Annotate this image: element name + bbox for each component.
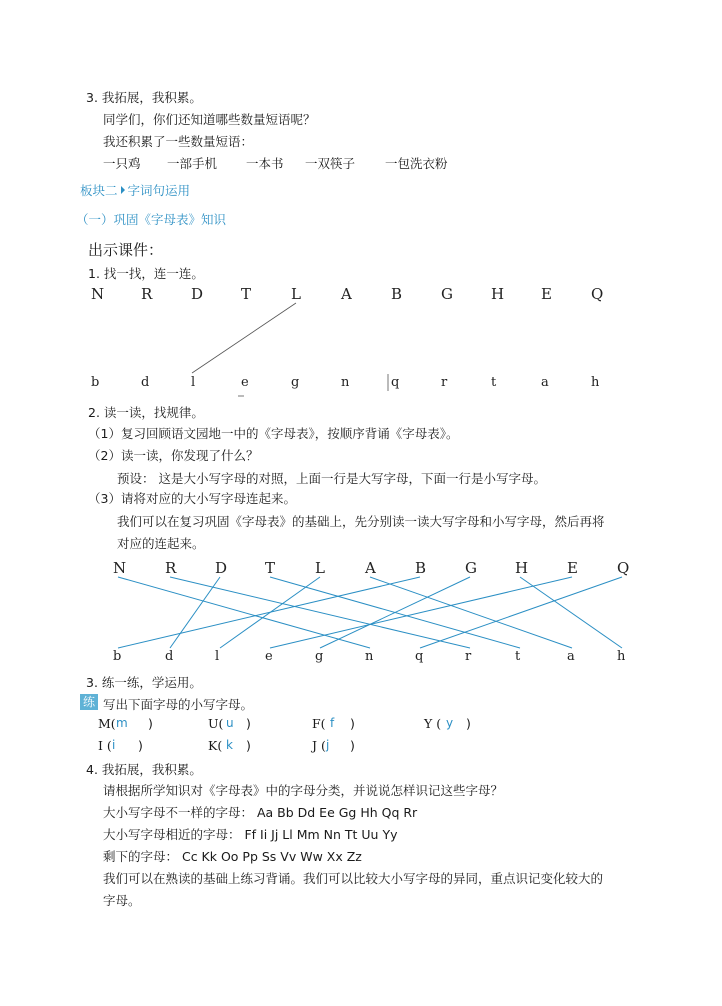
exercise-answer: u	[226, 716, 234, 730]
exercise-answer: i	[112, 738, 116, 752]
upper2-letter-B: B	[415, 559, 427, 577]
upper1-letter-D: D	[191, 285, 204, 303]
lower2-letter-r: r	[465, 649, 472, 664]
question2-1: （1）复习回顾语文园地一中的《字母表》，按顺序背诵《字母表》。	[88, 426, 459, 441]
exercise-item	[98, 738, 143, 753]
lower1-letter-g: g	[291, 375, 300, 390]
upper1-letter-Q: Q	[591, 285, 604, 303]
lower1-letter-n: n	[341, 375, 350, 390]
match-line-H	[520, 577, 622, 648]
match-line-G	[320, 577, 470, 648]
lower2-letter-h: h	[617, 649, 626, 664]
lower1-letter-h: h	[591, 375, 600, 390]
upper2-letter-H: H	[515, 559, 529, 577]
phrase-4: 一双筷子	[305, 156, 356, 171]
upper2-letter-N: N	[113, 559, 127, 577]
exercise-answer: k	[226, 738, 233, 752]
lower2-letter-l: l	[215, 649, 220, 664]
exercise-uppercase: I (	[98, 738, 112, 753]
upper1-letter-E: E	[541, 285, 552, 303]
exercise-uppercase: U(	[208, 716, 224, 731]
match-line-A	[370, 577, 572, 648]
upper2-letter-R: R	[165, 559, 177, 577]
question2-3: （3）请将对应的大小写字母连起来。	[88, 491, 296, 506]
upper1-letter-T: T	[241, 285, 252, 303]
question4-5: 我们可以在熟读的基础上练习背诵。我们可以比较大小写字母的异同，重点识记变化较大的	[103, 871, 604, 886]
block2-sublabel: 字词句运用	[127, 183, 191, 198]
exercise-uppercase: M(	[98, 716, 116, 731]
exercise-close-paren: )	[466, 716, 471, 731]
practice-icon: 练	[80, 694, 98, 710]
question2: 2. 读一读，找规律。	[88, 405, 204, 420]
show-slides-label: 出示课件：	[88, 241, 164, 259]
match-line-Q	[420, 577, 622, 648]
section3-lead: 我还积累了一些数量短语：	[103, 134, 254, 149]
phrase-1: 一只鸡	[103, 156, 141, 171]
lower2-letter-n: n	[365, 649, 374, 664]
question4: 4. 我拓展，我积累。	[86, 762, 202, 777]
exercise-item	[208, 738, 251, 753]
exercise-item	[424, 716, 471, 731]
exercise-close-paren: )	[148, 716, 153, 731]
lower2-letter-d: d	[165, 649, 174, 664]
exercise-uppercase: F(	[312, 716, 326, 731]
upper2-letter-E: E	[567, 559, 578, 577]
subsection-title: （一）巩固《字母表》知识	[76, 212, 227, 227]
lower2-letter-t: t	[515, 649, 521, 664]
section3-title: 3. 我拓展，我积累。	[86, 90, 202, 105]
lower2-letter-q: q	[415, 649, 424, 664]
lower1-letter-l: l	[191, 375, 196, 390]
question4-1: 请根据所学知识对《字母表》中的字母分类，并说说怎样识记这些字母？	[103, 783, 504, 798]
match-line-R	[170, 577, 470, 648]
phrase-3: 一本书	[246, 156, 284, 171]
upper1-letter-L: L	[291, 285, 301, 303]
phrase-5: 一包洗衣粉	[385, 156, 448, 171]
upper1-letter-R: R	[141, 285, 153, 303]
exercise-close-paren: )	[246, 716, 251, 731]
preset-answer: 预设： 这是大小写字母的对照，上面一行是大写字母，下面一行是小写字母。	[117, 471, 546, 486]
upper1-letter-G: G	[441, 285, 453, 303]
exercise-close-paren: )	[138, 738, 143, 753]
question4-6: 字母。	[103, 893, 141, 908]
upper1-letter-A: A	[341, 285, 352, 303]
lower1-letter-t: t	[491, 375, 497, 390]
lower2-letter-a: a	[567, 649, 575, 664]
exercise-close-paren: )	[350, 716, 355, 731]
question2-2: （2）读一读，你发现了什么？	[88, 448, 259, 463]
upper2-letter-G: G	[465, 559, 477, 577]
lower1-letter-a: a	[541, 375, 549, 390]
upper2-letter-A: A	[365, 559, 376, 577]
question3: 3. 练一练，学运用。	[86, 675, 202, 690]
lower2-letter-g: g	[315, 649, 324, 664]
upper2-letter-L: L	[315, 559, 325, 577]
upper2-letter-D: D	[215, 559, 228, 577]
question4-3: 大小写字母相近的字母： Ff Ii Jj Ll Mm Nn Tt Uu Yy	[103, 827, 398, 842]
paragraph-line1: 我们可以在复习巩固《字母表》的基础上，先分别读一读大写字母和小写字母，然后再将	[117, 514, 605, 529]
match-line-N	[118, 577, 370, 648]
example-match-line	[192, 303, 296, 373]
exercise-item	[208, 716, 251, 731]
lower1-letter-d: d	[141, 375, 150, 390]
phrase-2: 一部手机	[167, 156, 218, 171]
exercise-answer: y	[446, 716, 454, 730]
upper2-letter-T: T	[265, 559, 276, 577]
exercise-uppercase: J (	[312, 738, 326, 753]
upper1-letter-H: H	[491, 285, 505, 303]
lower2-letter-b: b	[113, 649, 122, 664]
question1: 1. 找一找，连一连。	[88, 266, 204, 281]
section3-question: 同学们，你们还知道哪些数量短语呢？	[103, 112, 316, 127]
lower1-letter-r: r	[441, 375, 448, 390]
lower1-letter-e: e	[241, 375, 249, 390]
lower2-letter-e: e	[265, 649, 273, 664]
match-line-B	[118, 577, 420, 648]
exercise-item	[98, 716, 153, 731]
question4-2: 大小写字母不一样的字母： Aa Bb Dd Ee Gg Hh Qq Rr	[103, 805, 418, 820]
exercise-answer: f	[330, 716, 335, 730]
paragraph-line2: 对应的连起来。	[117, 536, 205, 551]
exercise-close-paren: )	[350, 738, 355, 753]
block2-label: 板块二	[80, 183, 118, 198]
match-line-E	[270, 577, 572, 648]
exercise-uppercase: K(	[208, 738, 223, 753]
match-line-D	[170, 577, 220, 648]
lower1-letter-b: b	[91, 375, 100, 390]
upper1-letter-B: B	[391, 285, 403, 303]
question4-4: 剩下的字母： Cc Kk Oo Pp Ss Vv Ww Xx Zz	[103, 849, 362, 864]
exercise-close-paren: )	[246, 738, 251, 753]
upper2-letter-Q: Q	[617, 559, 630, 577]
upper1-letter-N: N	[91, 285, 105, 303]
exercise-item	[312, 738, 355, 753]
exercise-uppercase: Y (	[424, 716, 442, 731]
exercise-title: 写出下面字母的小写字母。	[103, 697, 254, 712]
exercise-answer: j	[326, 738, 330, 752]
exercise-answer: m	[116, 716, 128, 730]
exercise-item	[312, 716, 355, 731]
lower1-letter-q: q	[391, 375, 400, 390]
